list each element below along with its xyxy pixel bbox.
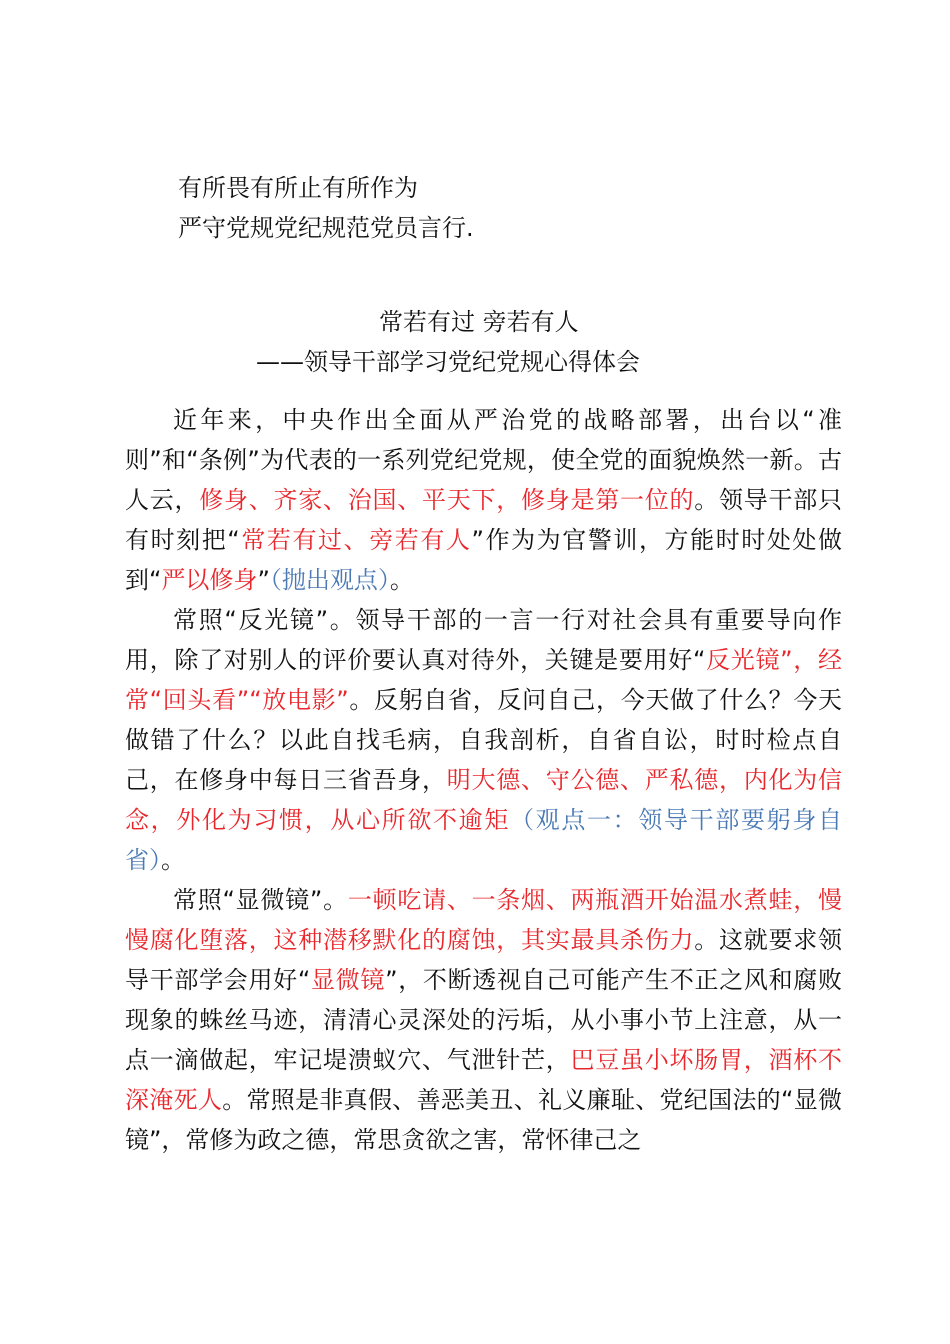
intro-block <box>178 168 878 248</box>
intro-line-2: 严守党规党纪规范党员言行. <box>178 214 474 242</box>
text-span: 。 <box>389 566 414 594</box>
page-title: 常若有过 旁若有人 <box>379 308 579 336</box>
emphasis-text: 常若有过、旁若有人 <box>239 526 472 554</box>
text-span: ”，不断透视自己可能产生不正之风和腐败现象的蛛丝马迹，清清心灵深处的污垢，从小事小节上注意，从一点一滴做起，牢记堤溃蚁穴、气泄针芒， <box>125 966 843 1074</box>
intro-line-1: 有所畏有所止有所作为 <box>178 174 418 202</box>
emphasis-text: 严以修身 <box>161 566 258 594</box>
heading-block <box>125 302 842 382</box>
paragraph-intro <box>125 400 842 600</box>
annotation-text: （观点一：领导干部要躬身自省） <box>125 806 842 874</box>
text-span: 。常照是非真假、善恶美丑、礼义廉耻、党纪国法的“显微镜”，常修为政之德，常思贪欲之害，常怀律己之 <box>125 1086 843 1154</box>
text-span: 。反躬自省，反问自己，今天做了什么？今天做错了什么？以此自找毛病，自我剖析，自省自讼，时时检点自己，在修身中每日三省吾身， <box>125 686 843 794</box>
text-span: 近年来，中央作出全面从严治党的战略部署，出台以“准则”和“条例”为代表的一系列党纪党规，使全党的面貌焕然一新。古人云， <box>125 406 842 514</box>
text-span: ”作为为官警训，方能时时处处做到“ <box>125 526 843 594</box>
emphasis-text: 反光镜”，经常“回头看”“放电影” <box>125 646 843 714</box>
emphasis-text: 巴豆虽小坏肠胃，酒杯不深淹死人 <box>125 1046 842 1114</box>
text-span: 。这就要求领导干部学会用好“ <box>125 926 842 994</box>
emphasis-text: 修身、齐家、治国、平天下，修身是第一位的 <box>199 486 695 514</box>
text-span: ” <box>257 566 270 594</box>
document-body <box>125 400 842 1160</box>
emphasis-text: 明大德、守公德、严私德，内化为信念，外化为习惯，从心所欲不逾矩 <box>125 766 842 834</box>
text-span: 常照“显微镜”。 <box>173 886 348 914</box>
emphasis-text: 一顿吃请、一条烟、两瓶酒开始温水煮蛙，慢慢腐化堕落，这种潜移默化的腐蚀，其实最具杀伤力 <box>125 886 843 954</box>
paragraph-microscope <box>125 880 842 1160</box>
text-span: 。 <box>161 846 185 874</box>
text-span: 常照“反光镜”。领导干部的一言一行对社会具有重要导向作用，除了对别人的评价要认真对待外，关键是要用好“ <box>125 606 842 674</box>
page-subtitle: ——领导干部学习党纪党规心得体会 <box>256 348 640 376</box>
emphasis-text: 显微镜 <box>310 966 386 994</box>
annotation-text: （抛出观点） <box>269 566 390 594</box>
paragraph-mirror <box>125 600 842 880</box>
text-span: 。领导干部只有时刻把“ <box>125 486 842 554</box>
